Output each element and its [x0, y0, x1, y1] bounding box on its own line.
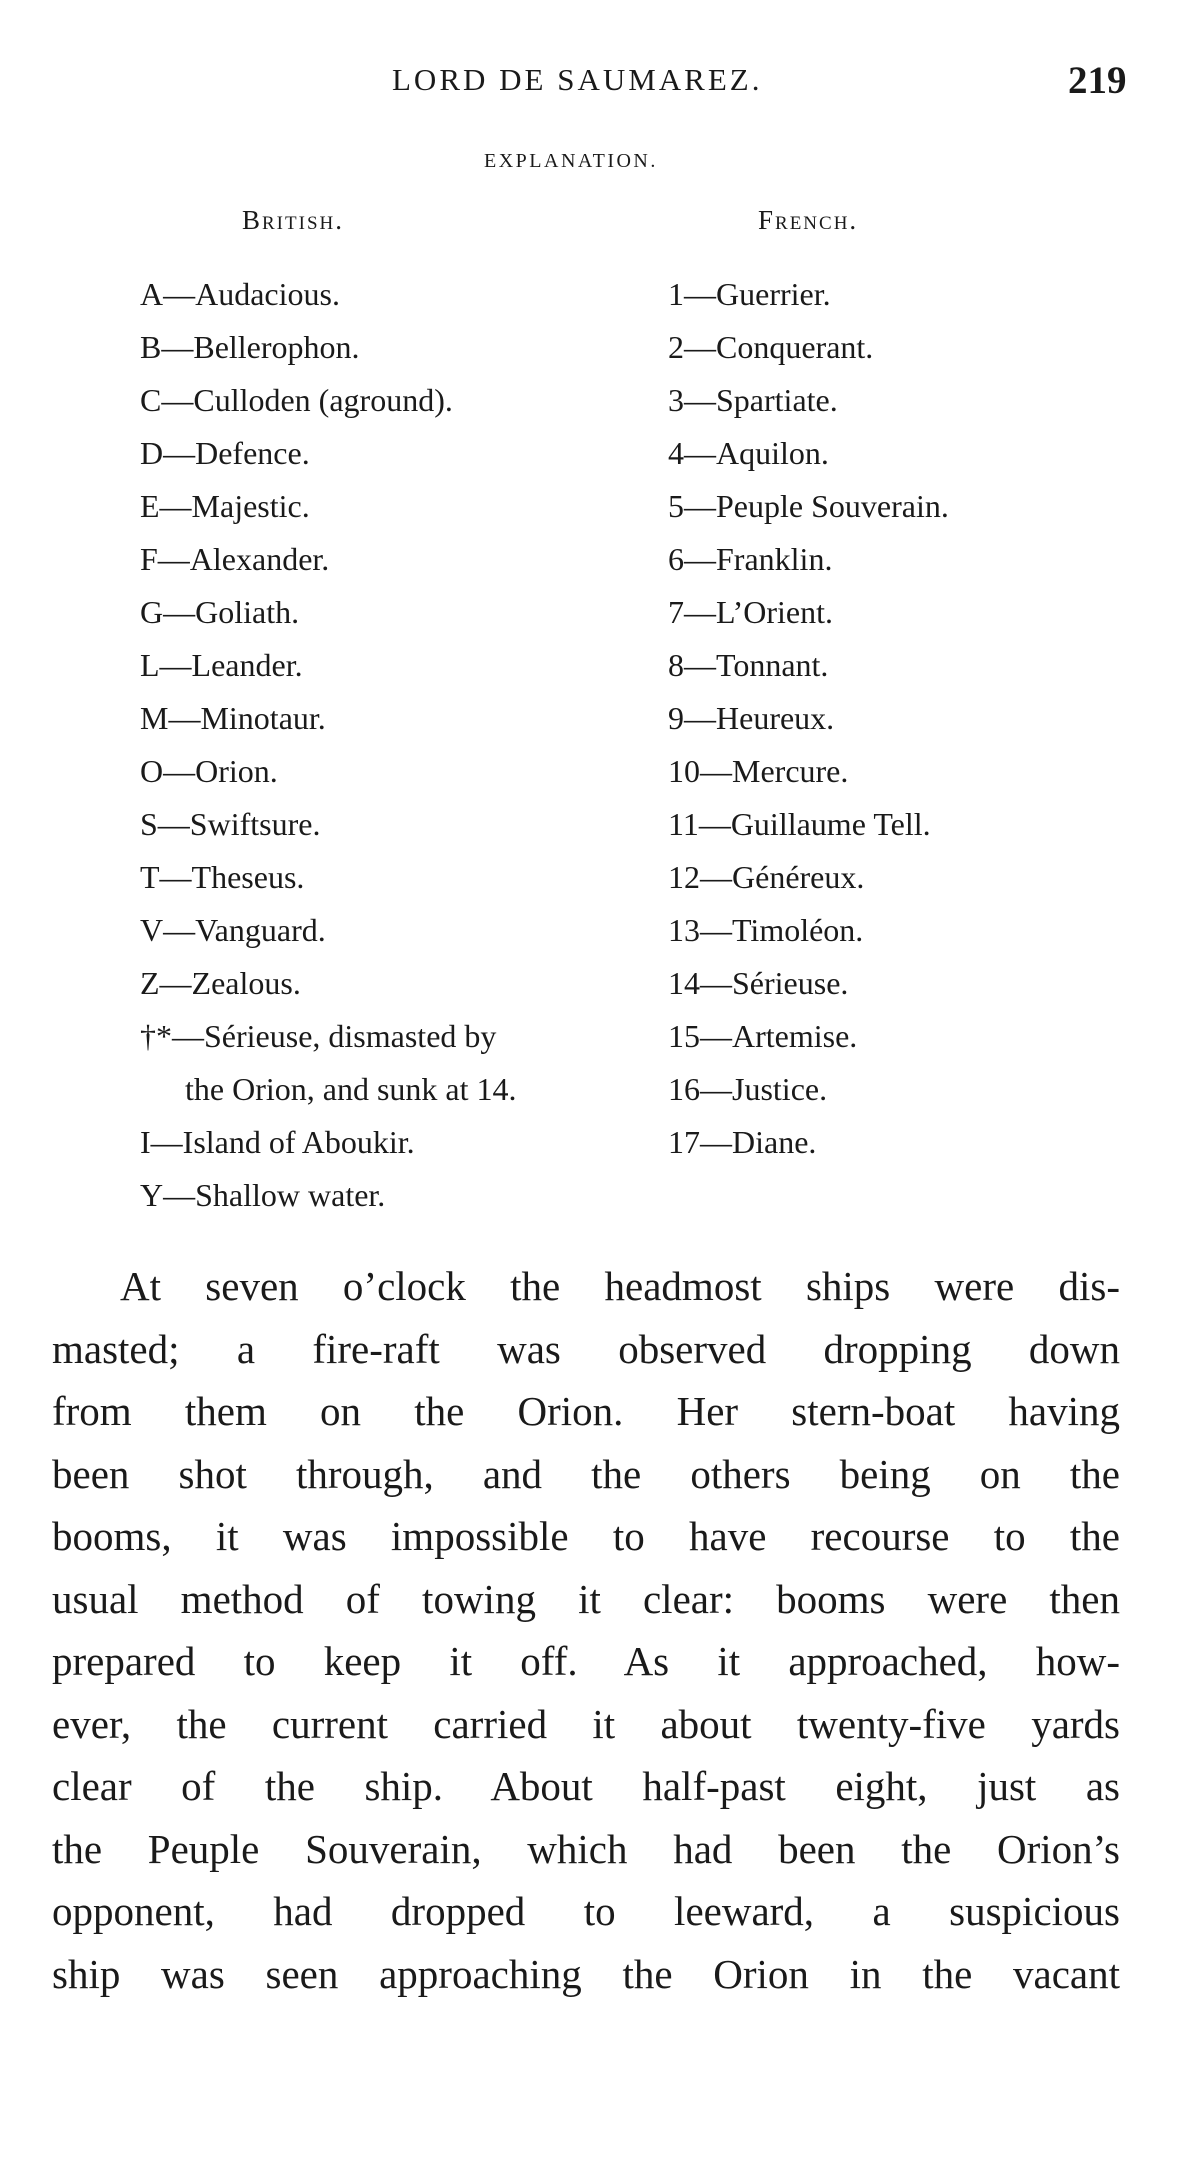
british-key-item: A—Audacious. [140, 276, 340, 312]
body-line: At seven o’clock the headmost ships were dis- [120, 1263, 1120, 1309]
body-line: opponent, had dropped to leeward, a suspicious [52, 1888, 1120, 1934]
body-line: been shot through, and the others being on the [52, 1450, 1120, 1497]
british-key-item: I—Island of Aboukir. [140, 1124, 415, 1160]
body-line: prepared to keep it off. As it approached, how- [52, 1638, 1120, 1684]
french-key-list [668, 268, 949, 1169]
body-paragraph [52, 1255, 1120, 2005]
british-key-item: L—Leander. [140, 647, 303, 683]
body-line: clear of the ship. About half-past eight, just as [52, 1763, 1120, 1809]
british-key-item: E—Majestic. [140, 488, 310, 524]
british-key-item: Y—Shallow water. [140, 1177, 386, 1213]
french-key-item: 8—Tonnant. [668, 647, 829, 683]
body-line: the Peuple Souverain, which had been the Orion’s [52, 1825, 1120, 1872]
french-key-item: 12—Généreux. [668, 859, 865, 895]
british-key-item: V—Vanguard. [140, 912, 326, 948]
french-key-item: 3—Spartiate. [668, 382, 838, 418]
french-key-item: 11—Guillaume Tell. [668, 806, 931, 842]
french-heading: French. [758, 205, 859, 235]
british-key-list [140, 268, 517, 1222]
british-key-item: C—Culloden (aground). [140, 382, 453, 418]
body-line: ship was seen approaching the Orion in the vacant [52, 1950, 1120, 1997]
british-key-item: T—Theseus. [140, 859, 305, 895]
british-key-item: F—Alexander. [140, 541, 330, 577]
french-key-item: 5—Peuple Souverain. [668, 488, 949, 524]
french-key-item: 1—Guerrier. [668, 276, 831, 312]
french-key-item: 6—Franklin. [668, 541, 833, 577]
french-key-item: 14—Sérieuse. [668, 965, 849, 1001]
french-key-item: 4—Aquilon. [668, 435, 829, 471]
body-line: booms, it was impossible to have recourse to the [52, 1513, 1120, 1559]
british-key-item: G—Goliath. [140, 594, 300, 630]
british-key-item: Z—Zealous. [140, 965, 301, 1001]
british-key-item: †*—Sérieuse, dismasted by [140, 1018, 497, 1054]
explanation-heading: EXPLANATION. [484, 150, 658, 172]
french-key-item: 13—Timoléon. [668, 912, 864, 948]
running-title: LORD DE SAUMAREZ. [392, 62, 763, 97]
french-key-item: 2—Conquerant. [668, 329, 874, 365]
page-number: 219 [1068, 59, 1127, 102]
british-key-item: O—Orion. [140, 753, 278, 789]
british-heading: British. [242, 205, 344, 235]
french-key-item: 9—Heureux. [668, 700, 835, 736]
french-key-item: 7—L’Orient. [668, 594, 834, 630]
british-key-item: S—Swiftsure. [140, 806, 321, 842]
british-key-item: B—Bellerophon. [140, 329, 360, 365]
body-line: usual method of towing it clear: booms were then [52, 1575, 1120, 1622]
french-key-item: 17—Diane. [668, 1124, 817, 1160]
british-key-item: M—Minotaur. [140, 700, 326, 736]
body-line: from them on the Orion. Her stern-boat having [52, 1388, 1120, 1434]
british-key-item-continuation: the Orion, and sunk at 14. [185, 1071, 517, 1107]
french-key-item: 16—Justice. [668, 1071, 828, 1107]
british-key-item: D—Defence. [140, 435, 310, 471]
body-line: masted; a fire-raft was observed dropping down [52, 1325, 1120, 1372]
french-key-item: 15—Artemise. [668, 1018, 858, 1054]
french-key-item: 10—Mercure. [668, 753, 849, 789]
body-line: ever, the current carried it about twenty-five yards [52, 1700, 1120, 1747]
